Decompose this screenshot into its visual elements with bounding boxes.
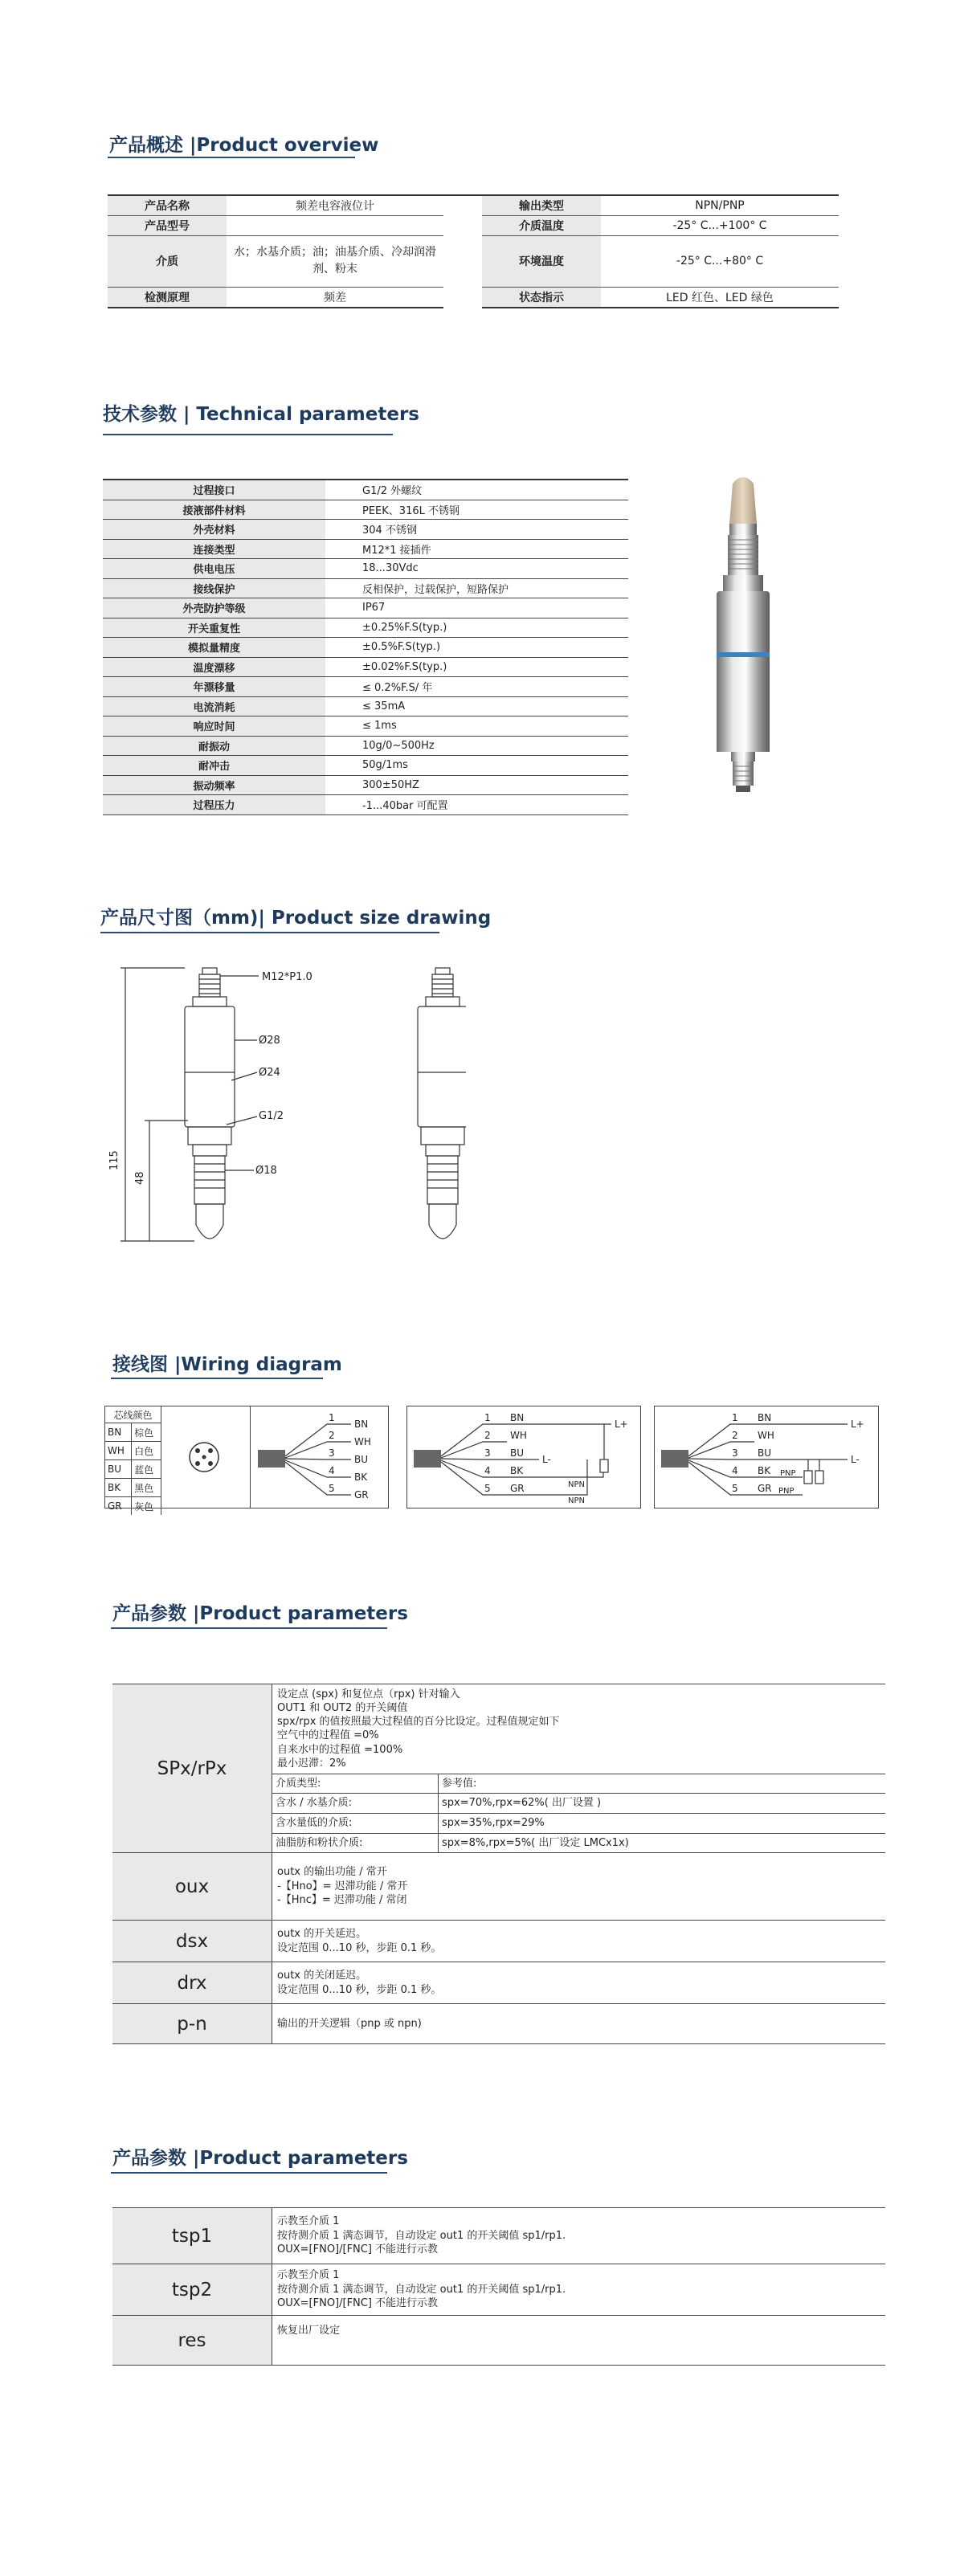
- overview-value: 频差电容液位计: [227, 195, 443, 215]
- media-reference: spx=8%,rpx=5%( 出厂设定 LMCx1x): [439, 1833, 886, 1852]
- overview-value: LED 红色、LED 绿色: [601, 287, 839, 308]
- overview-value: [227, 215, 443, 235]
- desc-line: 设定范围 0...10 秒，步距 0.1 秒。: [277, 1941, 442, 1954]
- technical-label: 耐冲击: [103, 756, 325, 776]
- technical-row: [103, 559, 628, 579]
- core-name: 黑色: [132, 1479, 161, 1497]
- technical-value: ±0.5%F.S(typ.): [325, 638, 628, 658]
- overview-value: -25° C...+80° C: [601, 235, 839, 287]
- m12-connector-icon: [184, 1437, 224, 1477]
- desc-line: OUX=[FNO]/[FNC] 不能进行示教: [277, 2243, 439, 2256]
- technical-label: 过程压力: [103, 795, 325, 815]
- params2-title: 产品参数 |Product parameters: [112, 2148, 408, 2169]
- param-key: drx: [112, 1962, 272, 2004]
- technical-label: 耐振动: [103, 736, 325, 756]
- technical-label: 温度漂移: [103, 657, 325, 677]
- technical-value: ±0.02%F.S(typ.): [325, 657, 628, 677]
- core-name: 棕色: [132, 1423, 161, 1442]
- wire-label: GR: [510, 1483, 525, 1494]
- wiring-pnp-diagram: [658, 1410, 875, 1504]
- technical-value: G1/2 外螺纹: [325, 480, 628, 500]
- pin-number: 3: [484, 1447, 491, 1459]
- desc-line: -【Hno】= 迟滞功能 / 常开: [277, 1880, 408, 1892]
- params1-table: [112, 1684, 885, 2044]
- media-reference-table: [272, 1774, 885, 1852]
- technical-value: M12*1 接插件: [325, 539, 628, 559]
- overview-title: 产品概述 |Product overview: [109, 135, 379, 156]
- technical-title: 技术参数 | Technical parameters: [103, 404, 419, 425]
- size-drawing-title-underline: [100, 932, 439, 933]
- desc-line: spx/rpx 的值按照最大过程值的百分比设定。过程值规定如下: [277, 1716, 560, 1729]
- dim-h115: 115: [108, 1150, 120, 1170]
- technical-value: 反相保护，过载保护，短路保护: [325, 578, 628, 598]
- technical-label: 电流消耗: [103, 696, 325, 716]
- technical-value: 10g/0~500Hz: [325, 736, 628, 756]
- npn-label: NPN: [568, 1496, 585, 1504]
- dim-g12: G1/2: [259, 1110, 284, 1122]
- technical-value: PEEK、316L 不锈钢: [325, 500, 628, 520]
- overview-value: -25° C...+100° C: [601, 215, 839, 235]
- technical-row: [103, 756, 628, 776]
- core-name: 白色: [132, 1442, 161, 1460]
- overview-value: 水；水基介质；油；油基介质、冷却润滑剂、粉末: [227, 235, 443, 287]
- pin-number: 4: [484, 1465, 491, 1476]
- media-type: 油脂肪和粉状介质:: [272, 1833, 439, 1852]
- technical-value: 300±50HZ: [325, 775, 628, 795]
- overview-label: 环境温度: [482, 235, 601, 287]
- param-row-dsx: [112, 1921, 885, 1962]
- technical-label: 响应时间: [103, 716, 325, 737]
- desc-line: 按待测介质 1 满态调节，自动设定 out1 的开关阈值 sp1/rp1.: [277, 2229, 566, 2242]
- wiring-title-underline: [111, 1378, 323, 1379]
- technical-row: [103, 598, 628, 618]
- npn-label: NPN: [568, 1480, 585, 1489]
- technical-row: [103, 657, 628, 677]
- wire-label: BN: [354, 1419, 369, 1430]
- pin-number: 1: [329, 1412, 335, 1423]
- desc-line: outx 的开关延迟。: [277, 1928, 367, 1941]
- technical-label: 开关重复性: [103, 618, 325, 638]
- technical-value: 304 不锈钢: [325, 520, 628, 540]
- l-plus-label: L+: [851, 1419, 864, 1430]
- media-type: 含水量低的介质:: [272, 1814, 439, 1834]
- wiring-box-pnp: [654, 1406, 879, 1508]
- desc-line: 自来水中的过程值 =100%: [277, 1743, 403, 1756]
- overview-table: [108, 194, 839, 308]
- core-code: BK: [105, 1479, 132, 1497]
- technical-label: 年漂移量: [103, 677, 325, 697]
- technical-row: [103, 638, 628, 658]
- technical-row: [103, 480, 628, 500]
- params2-title-underline: [111, 2172, 387, 2174]
- wire-label: WH: [758, 1430, 774, 1441]
- wire-label: BN: [510, 1412, 525, 1423]
- overview-title-underline: [108, 157, 355, 158]
- spx-description: [272, 1684, 885, 1774]
- core-color-table: [105, 1406, 161, 1515]
- param-key: dsx: [112, 1921, 272, 1962]
- technical-row: [103, 736, 628, 756]
- param-row-oux: [112, 1853, 885, 1921]
- overview-row: [108, 287, 839, 308]
- pin-number: 1: [484, 1412, 491, 1423]
- technical-value: ≤ 1ms: [325, 716, 628, 737]
- technical-row: [103, 618, 628, 638]
- overview-label: 输出类型: [482, 195, 601, 215]
- pin-number: 3: [732, 1447, 738, 1459]
- wire-label: BN: [758, 1412, 772, 1423]
- wire-label: GR: [354, 1489, 369, 1500]
- overview-value: NPN/PNP: [601, 195, 839, 215]
- technical-value: ±0.25%F.S(typ.): [325, 618, 628, 638]
- wire-label: BU: [510, 1447, 525, 1459]
- technical-label: 外壳材料: [103, 520, 325, 540]
- params1-title-underline: [111, 1627, 387, 1629]
- overview-label: 状态指示: [482, 287, 601, 308]
- dim-h48: 48: [134, 1171, 146, 1185]
- core-name: 蓝色: [132, 1460, 161, 1479]
- wiring-cable-diagram-1: [255, 1410, 385, 1504]
- wiring-title: 接线图 |Wiring diagram: [112, 1354, 342, 1375]
- overview-row: [108, 215, 839, 235]
- wire-label: BK: [354, 1472, 368, 1483]
- pin-number: 5: [732, 1483, 738, 1494]
- technical-label: 接液部件材料: [103, 500, 325, 520]
- pin-number: 4: [329, 1465, 335, 1476]
- technical-label: 连接类型: [103, 539, 325, 559]
- technical-row: [103, 539, 628, 559]
- pin-number: 2: [484, 1430, 491, 1441]
- param-row-pn: [112, 2004, 885, 2044]
- technical-label: 接线保护: [103, 578, 325, 598]
- overview-row: [108, 235, 839, 287]
- l-minus-label: L-: [542, 1454, 551, 1465]
- desc-line: -【Hnc】= 迟滞功能 / 常闭: [277, 1894, 407, 1907]
- desc-line: 示教至介质 1: [277, 2269, 340, 2282]
- desc-line: 按待测介质 1 满态调节，自动设定 out1 的开关阈值 sp1/rp1.: [277, 2283, 566, 2296]
- technical-value: -1...40bar 可配置: [325, 795, 628, 815]
- core-code: GR: [105, 1497, 132, 1516]
- wire-label: BK: [510, 1465, 524, 1476]
- desc-line: 恢复出厂设定: [277, 2325, 341, 2337]
- media-reference: spx=70%,rpx=62%( 出厂设置 ): [439, 1794, 886, 1814]
- media-reference: spx=35%,rpx=29%: [439, 1814, 886, 1834]
- overview-value: 频差: [227, 287, 443, 308]
- param-row-spx: [112, 1684, 885, 1853]
- size-drawing-title: 产品尺寸图（mm)| Product size drawing: [100, 908, 492, 929]
- technical-row: [103, 578, 628, 598]
- technical-label: 供电电压: [103, 559, 325, 579]
- wire-label: WH: [354, 1436, 371, 1447]
- pin-number: 5: [329, 1483, 335, 1494]
- technical-row: [103, 500, 628, 520]
- wire-label: GR: [758, 1483, 772, 1494]
- dim-d18: Ø18: [255, 1165, 277, 1177]
- technical-label: 模拟量精度: [103, 638, 325, 658]
- param-row-tsp2: [112, 2264, 885, 2316]
- param-key: tsp2: [112, 2264, 272, 2316]
- pin-number: 5: [484, 1483, 491, 1494]
- wire-label: WH: [510, 1430, 527, 1441]
- dim-d24: Ø24: [259, 1067, 280, 1079]
- core-name: 灰色: [132, 1497, 161, 1516]
- overview-label: 产品名称: [108, 195, 227, 215]
- technical-value: ≤ 35mA: [325, 696, 628, 716]
- desc-line: OUX=[FNO]/[FNC] 不能进行示教: [277, 2297, 439, 2310]
- params2-table: [112, 2207, 885, 2366]
- technical-label: 过程接口: [103, 480, 325, 500]
- technical-title-underline: [103, 434, 393, 435]
- desc-line: 最小迟滞：2%: [277, 1757, 346, 1770]
- param-key: p-n: [112, 2004, 272, 2044]
- desc-line: 设定范围 0...10 秒，步距 0.1 秒。: [277, 1983, 442, 1996]
- technical-row: [103, 775, 628, 795]
- media-header: 介质类型:: [272, 1774, 439, 1794]
- technical-table: [103, 479, 628, 815]
- technical-value: 18...30Vdc: [325, 559, 628, 579]
- wire-label: BU: [758, 1447, 772, 1459]
- param-key: SPx/rPx: [112, 1684, 272, 1853]
- core-code: BN: [105, 1423, 132, 1442]
- param-row-tsp1: [112, 2208, 885, 2264]
- sensor-product-image: [707, 476, 779, 793]
- param-key: tsp1: [112, 2208, 272, 2264]
- technical-row: [103, 520, 628, 540]
- technical-row: [103, 716, 628, 737]
- technical-row: [103, 696, 628, 716]
- technical-label: 外壳防护等级: [103, 598, 325, 618]
- param-key: res: [112, 2316, 272, 2366]
- desc-line: outx 的输出功能 / 常开: [277, 1866, 387, 1879]
- pin-number: 4: [732, 1465, 738, 1476]
- wiring-box-cores: [104, 1406, 389, 1513]
- pin-number: 2: [329, 1430, 335, 1441]
- pin-number: 2: [732, 1430, 738, 1441]
- dim-d28: Ø28: [259, 1035, 280, 1047]
- overview-label: 产品型号: [108, 215, 227, 235]
- core-color-header: 芯线颜色: [105, 1406, 161, 1423]
- technical-row: [103, 677, 628, 697]
- technical-row: [103, 795, 628, 815]
- pin-number: 1: [732, 1412, 738, 1423]
- pnp-label: PNP: [778, 1487, 794, 1496]
- wiring-npn-diagram: [411, 1410, 637, 1504]
- overview-label: 检测原理: [108, 287, 227, 308]
- pnp-label: PNP: [780, 1469, 796, 1478]
- desc-line: OUT1 和 OUT2 的开关阈值: [277, 1702, 408, 1715]
- params1-title: 产品参数 |Product parameters: [112, 1603, 408, 1624]
- desc-line: 设定点 (spx) 和复位点（rpx) 针对输入: [277, 1688, 460, 1700]
- l-plus-label: L+: [615, 1419, 628, 1430]
- desc-line: 示教至介质 1: [277, 2215, 340, 2228]
- param-row-drx: [112, 1962, 885, 2004]
- pin-number: 3: [329, 1447, 335, 1459]
- param-row-res: [112, 2316, 885, 2366]
- desc-line: 输出的开关逻辑（pnp 或 npn): [277, 2017, 422, 2030]
- technical-value: 50g/1ms: [325, 756, 628, 776]
- l-minus-label: L-: [851, 1454, 860, 1465]
- overview-label: 介质: [108, 235, 227, 287]
- technical-label: 振动频率: [103, 775, 325, 795]
- dim-m12: M12*P1.0: [262, 971, 312, 983]
- wire-label: BK: [758, 1465, 771, 1476]
- desc-line: 空气中的过程值 =0%: [277, 1729, 379, 1742]
- wiring-box-npn: [406, 1406, 641, 1508]
- technical-value: ≤ 0.2%F.S/ 年: [325, 677, 628, 697]
- technical-value: IP67: [325, 598, 628, 618]
- param-key: oux: [112, 1853, 272, 1921]
- overview-label: 介质温度: [482, 215, 601, 235]
- core-code: BU: [105, 1460, 132, 1479]
- core-code: WH: [105, 1442, 132, 1460]
- wire-label: BU: [354, 1454, 369, 1465]
- media-type: 含水 / 水基介质:: [272, 1794, 439, 1814]
- overview-row: [108, 195, 839, 215]
- size-drawing: [104, 960, 466, 1257]
- desc-line: outx 的关闭延迟。: [277, 1970, 367, 1982]
- reference-header: 参考值:: [439, 1774, 886, 1794]
